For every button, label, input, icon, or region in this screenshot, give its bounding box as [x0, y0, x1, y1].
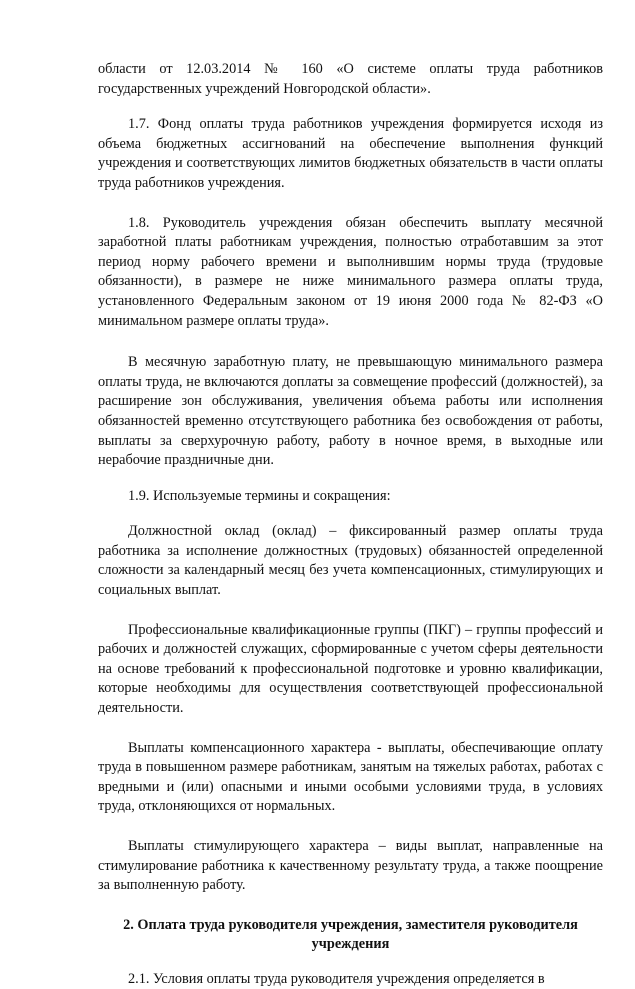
paragraph-intro-continuation: области от 12.03.2014 № 160 «О системе оплаты труда работников государственных учреждений Новгородской области».	[98, 61, 603, 97]
paragraph-term-compensation: Выплаты компенсационного характера - выплаты, обеспечивающие оплату труда в повышенном размере работникам, занятым на тяжелых работах, работах с вредными и (или) опасными и иными особыми условиями труда, в условиях труда, отклоняющихся от нормальных.	[98, 739, 603, 815]
paragraph-1-9: 1.9. Используемые термины и сокращения:	[128, 487, 391, 504]
paragraph-term-incentive: Выплаты стимулирующего характера – виды выплат, направленные на стимулирование работника к качественному результату труда, а также поощрение за выполненную работу.	[98, 838, 603, 894]
paragraph-monthly-pay: В месячную заработную плату, не превышающую минимального размера оплаты труда, не включаются доплаты за совмещение профессий (должностей), за расширение зон обслуживания, увеличения объема работы или исполнения обязанностей временно отсутствующего работника без освобождения от работы, выплаты за сверхурочную работу, работу в ночное время, в выходные или нерабочие праздничные дни.	[98, 354, 603, 469]
paragraph-1-7: 1.7. Фонд оплаты труда работников учреждения формируется исходя из объема бюджетных ассигнований на обеспечение выполнения функций учреждения и соответствующих лимитов бюджетных обязательств в части оплаты труда работников учреждения.	[98, 116, 603, 191]
paragraph-1-8: 1.8. Руководитель учреждения обязан обеспечить выплату месячной заработной платы работникам учреждения, полностью отработавшим за этот период норму рабочего времени и выполнившим нормы труда (трудовые обязанности), в размере не ниже минимального размера оплаты труда, установленного Федеральным законом от 19 июня 2000 года № 82-ФЗ «О минимальном размере оплаты труда».	[98, 214, 603, 329]
paragraph-term-salary: Должностной оклад (оклад) – фиксированный размер оплаты труда работника за исполнение должностных (трудовых) обязанностей определенной сложности за календарный месяц без учета компенсационных, стимулирующих и социальных выплат.	[98, 523, 603, 599]
paragraph-term-pkg: Профессиональные квалификационные группы (ПКГ) – группы профессий и рабочих и должностей служащих, сформированные с учетом сферы деятельности на основе требований к профессиональной подготовке и уровню квалификации, которые необходимы для осуществления соответствующей профессиональной деятельности.	[98, 621, 603, 717]
paragraph-2-1: 2.1. Условия оплаты труда руководителя учреждения определяется в	[128, 970, 545, 987]
document-page	[98, 60, 603, 989]
section-heading-2: 2. Оплата труда руководителя учреждения, заместителя руководителя учреждения	[123, 916, 578, 952]
